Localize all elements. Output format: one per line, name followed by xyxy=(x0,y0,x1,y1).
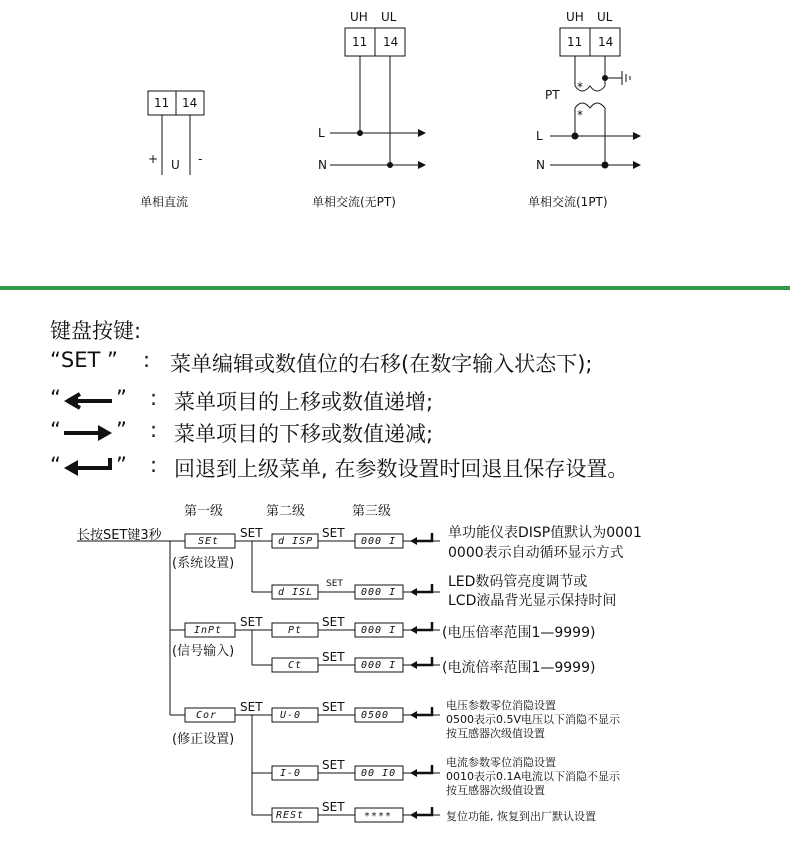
set-label: SET xyxy=(240,700,263,714)
set-label: SET xyxy=(240,526,263,540)
dc-plus: + xyxy=(148,152,159,166)
l2-code-rest: RESt xyxy=(276,810,305,821)
set-label: SET xyxy=(322,758,345,772)
pt-caption: 单相交流(1PT) xyxy=(528,195,608,209)
desc-u0-1: 电压参数零位消隐设置 xyxy=(446,699,556,712)
key-colon: : xyxy=(150,418,158,442)
ac-uh-label: UH xyxy=(350,10,368,24)
key-left-open: “ xyxy=(50,386,61,410)
set-label: SET xyxy=(322,800,345,814)
set-label: SET xyxy=(240,615,263,629)
pt-uh-label: UH xyxy=(566,10,584,24)
menu-return-marks xyxy=(415,533,432,815)
key-colon: : xyxy=(150,386,158,410)
ac-terminal-11: 11 xyxy=(352,35,368,49)
set-label: SET xyxy=(322,650,345,664)
l2-code-disl: d ISL xyxy=(278,587,314,598)
l3-value: 0500 xyxy=(361,710,390,721)
ac-node-l xyxy=(357,130,363,136)
section-divider xyxy=(0,286,790,290)
desc-i0-2: 0010表示0.1A电流以下消隐不显示 xyxy=(446,770,621,783)
menu-entry: 长按SET键3秒 xyxy=(77,528,162,543)
desc-u0-3: 按互感器次级值设置 xyxy=(446,727,545,740)
pt-n-label: N xyxy=(536,158,545,172)
key-right-desc: 菜单项目的下移或数值递减; xyxy=(174,422,434,446)
key-left-desc: 菜单项目的上移或数值递增; xyxy=(174,390,434,414)
key-set-label: “SET ” xyxy=(50,348,118,372)
l3-value: 00 I0 xyxy=(361,768,397,779)
set-label: SET xyxy=(322,526,345,540)
keyboard-heading: 键盘按键: xyxy=(50,319,142,343)
pt-ul-label: UL xyxy=(597,10,613,24)
dc-u-label: U xyxy=(171,158,180,172)
l2-code-i0: I-0 xyxy=(280,768,302,779)
key-colon: : xyxy=(150,453,158,477)
level-1-heading: 第一级 xyxy=(184,504,224,519)
pt-star-primary: * xyxy=(577,80,583,94)
desc-i0-1: 电流参数零位消隐设置 xyxy=(446,756,556,769)
ac-l-label: L xyxy=(318,126,325,140)
l1-code-sys: SEt xyxy=(198,536,220,547)
set-label: SET xyxy=(322,615,345,629)
pt-star-secondary: * xyxy=(577,108,583,122)
desc-ct: (电流倍率范围1—9999) xyxy=(442,660,596,676)
key-colon: : xyxy=(143,348,151,372)
l3-value: 000 I xyxy=(361,660,397,671)
desc-disp-1: 单功能仪表DISP值默认为0001 xyxy=(448,525,642,541)
l1-code-input: InPt xyxy=(194,625,223,636)
key-right-close: ” xyxy=(116,418,127,442)
key-return-open: “ xyxy=(50,453,61,477)
pt-l-label: L xyxy=(536,129,543,143)
key-return-close: ” xyxy=(116,453,127,477)
desc-pt: (电压倍率范围1—9999) xyxy=(442,625,596,641)
desc-u0-2: 0500表示0.5V电压以下消隐不显示 xyxy=(446,713,621,726)
l3-value: 000 I xyxy=(361,587,397,598)
key-right-open: “ xyxy=(50,418,61,442)
set-label: SET xyxy=(322,700,345,714)
key-set-desc: 菜单编辑或数值位的右移(在数字输入状态下); xyxy=(170,352,593,376)
desc-reset: 复位功能, 恢复到出厂默认设置 xyxy=(446,810,596,823)
l3-value: **** xyxy=(364,811,393,822)
key-return-desc: 回退到上级菜单, 在参数设置时回退且保存设置。 xyxy=(174,457,629,481)
l2-code-disp: d ISP xyxy=(278,536,314,547)
l3-value: 000 I xyxy=(361,625,397,636)
desc-disl-2: LCD液晶背光显示保持时间 xyxy=(448,593,617,609)
l1-name-input: (信号输入) xyxy=(172,644,235,659)
l3-value: 000 I xyxy=(361,536,397,547)
pt-terminal-14: 14 xyxy=(598,35,614,49)
ac-n-label: N xyxy=(318,158,327,172)
dc-terminal-14: 14 xyxy=(182,96,198,110)
l2-code-u0: U-0 xyxy=(280,710,302,721)
ac-node-n xyxy=(387,162,393,168)
desc-disp-2: 0000表示自动循环显示方式 xyxy=(448,545,624,561)
l1-code-corr: Cor xyxy=(196,710,218,721)
level-2-heading: 第二级 xyxy=(266,504,306,519)
l2-code-pt: Pt xyxy=(288,625,303,636)
pt-terminal-11: 11 xyxy=(567,35,583,49)
l1-name-sys: (系统设置) xyxy=(172,556,235,571)
desc-i0-3: 按互感器次级值设置 xyxy=(446,784,545,797)
level-3-heading: 第三级 xyxy=(352,504,392,519)
l1-name-corr: (修正设置) xyxy=(172,732,235,747)
l2-code-ct: Ct xyxy=(288,660,303,671)
key-left-close: ” xyxy=(116,386,127,410)
dc-terminal-11: 11 xyxy=(154,96,170,110)
ac-terminal-14: 14 xyxy=(383,35,399,49)
desc-disl-1: LED数码管亮度调节或 xyxy=(448,574,588,590)
ac-ul-label: UL xyxy=(381,10,397,24)
ac-caption: 单相交流(无PT) xyxy=(312,195,396,209)
pt-label: PT xyxy=(545,88,560,102)
dc-minus: - xyxy=(198,152,203,166)
dc-caption: 单相直流 xyxy=(140,195,189,209)
set-label: SET xyxy=(326,579,343,589)
